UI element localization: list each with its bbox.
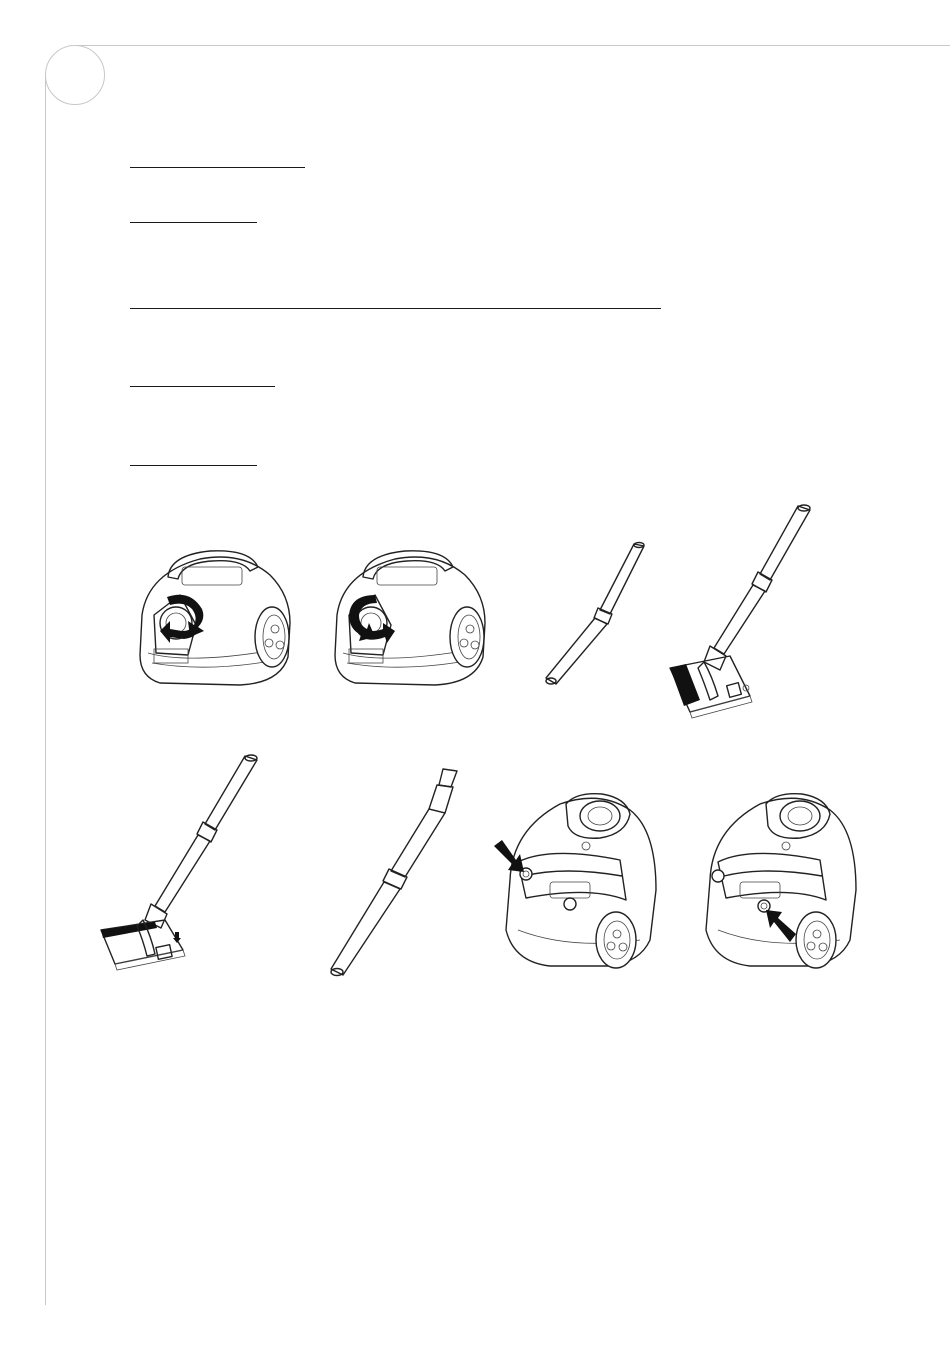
section-heading-rule-2	[130, 222, 257, 223]
crevice-wand-illustration	[325, 765, 465, 985]
floor-brush-pedal-illustration	[95, 750, 270, 975]
section-heading-rule-3	[130, 308, 661, 309]
section-heading-rule-5	[130, 465, 257, 466]
section-heading-rule-1	[130, 167, 305, 168]
tube-with-floor-brush-illustration	[660, 500, 820, 725]
page-corner-circle	[45, 45, 105, 105]
page-frame-top-line	[75, 45, 950, 46]
vacuum-rotate-unlock-illustration	[325, 545, 500, 695]
page-frame-left-line	[45, 75, 46, 1305]
telescopic-tube-illustration	[540, 538, 650, 693]
vacuum-button-right-illustration	[690, 790, 865, 975]
vacuum-rotate-lock-illustration	[130, 545, 305, 695]
section-heading-rule-4	[130, 386, 275, 387]
vacuum-button-left-illustration	[490, 790, 665, 975]
